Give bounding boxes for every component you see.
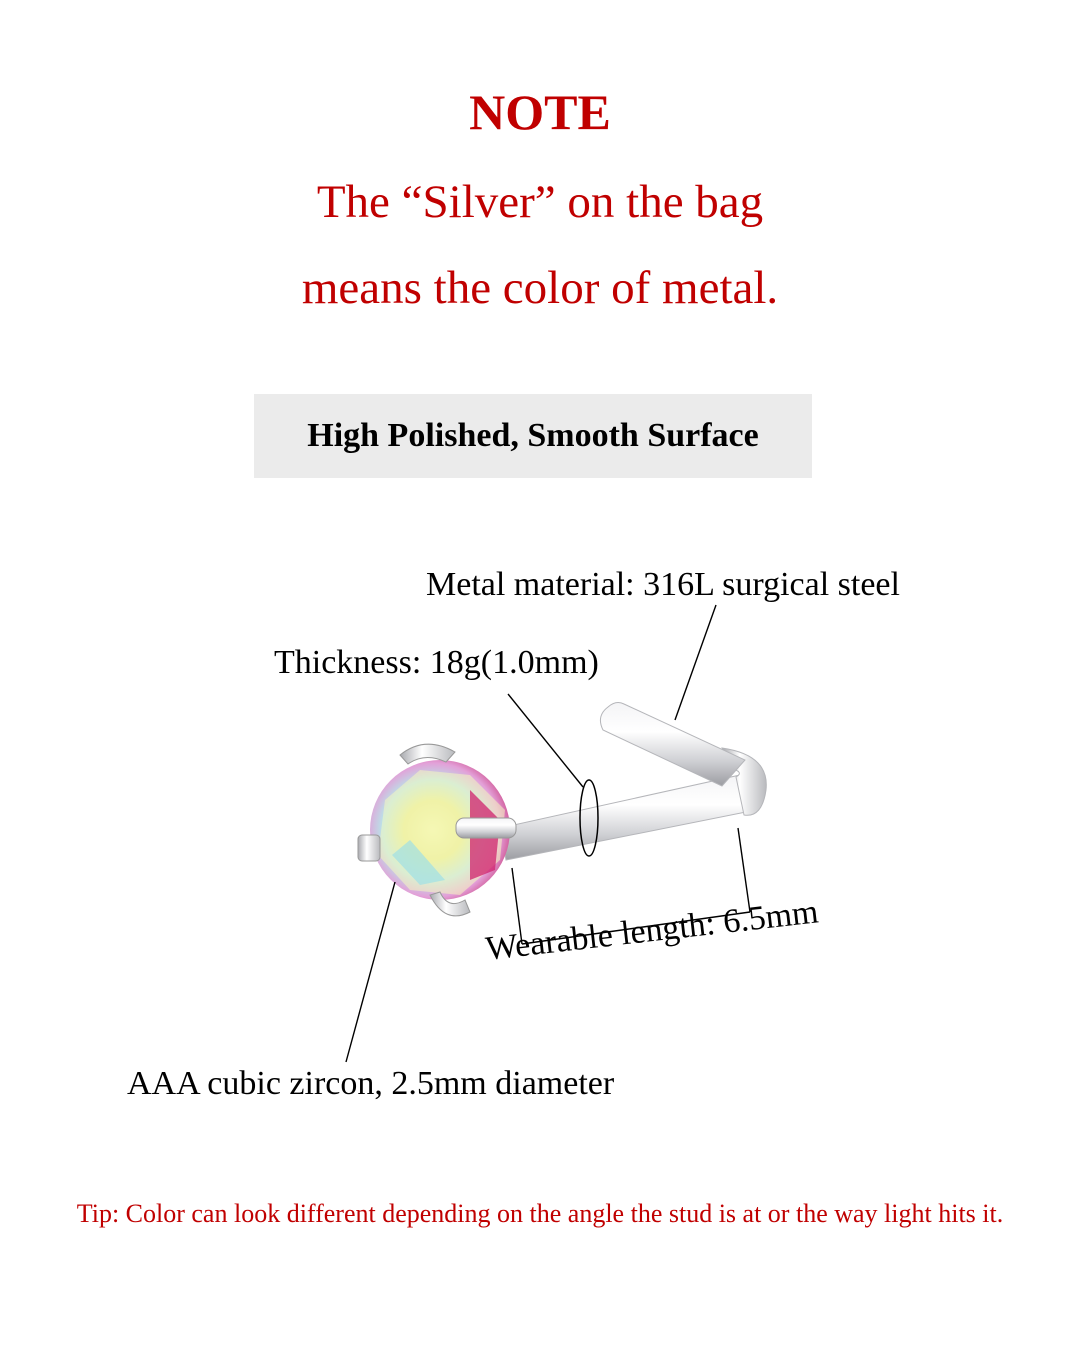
wearable-length-label: Wearable length: 6.5mm: [483, 893, 821, 968]
feature-banner-text: High Polished, Smooth Surface: [307, 417, 759, 454]
stud-post: [500, 703, 766, 860]
thickness-label: Thickness: 18g(1.0mm): [274, 644, 599, 681]
note-title: NOTE: [469, 84, 611, 140]
stone-label: AAA cubic zircon, 2.5mm diameter: [127, 1065, 615, 1102]
note-line-2: means the color of metal.: [301, 262, 779, 314]
material-label: Metal material: 316L surgical steel: [426, 566, 900, 603]
color-tip: Tip: Color can look different depending on the angle the stud is at or the way light hits it.: [76, 1199, 1004, 1228]
note-line-1: The “Silver” on the bag: [316, 176, 764, 228]
